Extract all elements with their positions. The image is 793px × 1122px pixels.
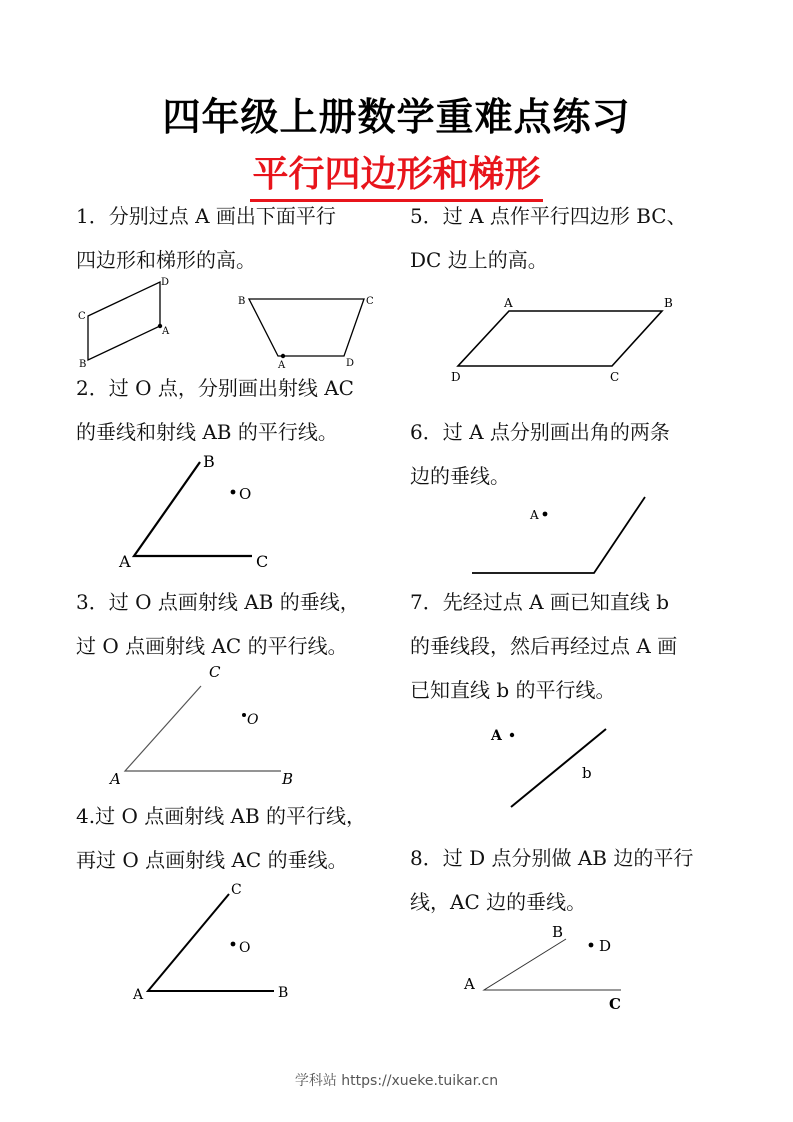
label-b: B xyxy=(552,923,564,941)
label-b: B xyxy=(282,770,294,788)
label-o: O xyxy=(247,712,259,728)
question-8-line2: 线，AC 边的垂线。 xyxy=(410,890,587,914)
figure-1-trapezoid xyxy=(238,296,374,371)
question-6-line1: 6．过 A 点分别画出角的两条 xyxy=(410,420,670,444)
label-c: C xyxy=(256,552,269,571)
point-d-dot xyxy=(589,943,594,948)
question-8 xyxy=(410,836,693,924)
question-8-line1: 8．过 D 点分别做 AB 边的平行 xyxy=(410,846,694,870)
label-a: A xyxy=(133,987,144,1003)
label-o: O xyxy=(239,940,251,956)
question-7-line2: 的垂线段，然后再经过点 A 画 xyxy=(410,634,678,658)
label-c: C xyxy=(609,995,621,1013)
label-a: A xyxy=(110,770,121,788)
label-d: D xyxy=(346,358,355,369)
question-2 xyxy=(76,366,354,454)
point-o-dot xyxy=(242,713,246,717)
label-c: C xyxy=(366,296,374,307)
question-1-line1: 1．分别过点 A 画出下面平行 xyxy=(76,204,336,228)
figure-8-angle xyxy=(463,923,621,1013)
question-1-line2: 四边形和梯形的高。 xyxy=(76,248,256,272)
label-a: A xyxy=(162,326,170,337)
question-4-line1: 4.过 O 点画射线 AB 的平行线， xyxy=(76,804,367,828)
label-a: A xyxy=(119,552,131,571)
page-title: 四年级上册数学重难点练习 xyxy=(162,95,631,139)
question-2-line1: 2．过 O 点，分别画出射线 AC xyxy=(76,376,354,400)
label-d: D xyxy=(599,937,612,955)
label-b: B xyxy=(203,452,215,471)
question-7-line3: 已知直线 b 的平行线。 xyxy=(410,678,616,702)
label-b: b xyxy=(582,764,592,782)
question-6 xyxy=(410,410,670,498)
label-b: B xyxy=(238,296,246,307)
figure-5-parallelogram xyxy=(451,296,673,384)
figure-4-angle xyxy=(132,882,288,1003)
question-3-line1: 3．过 O 点画射线 AB 的垂线， xyxy=(76,590,360,614)
label-d: D xyxy=(161,277,170,288)
label-c: C xyxy=(78,311,86,322)
point-o-dot xyxy=(231,490,236,495)
question-7 xyxy=(410,580,677,712)
figure-6-angle xyxy=(472,497,645,573)
label-c: C xyxy=(231,882,242,898)
footer-watermark: 学科站 https://xueke.tuikar.cn xyxy=(294,1073,499,1089)
label-c: C xyxy=(209,663,221,681)
page-subtitle-text: 平行四边形和梯形 xyxy=(250,146,542,202)
question-4 xyxy=(76,794,366,882)
label-o: O xyxy=(239,485,252,503)
point-o-dot xyxy=(231,942,236,947)
question-3-line2: 过 O 点画射线 AC 的平行线。 xyxy=(76,634,348,658)
figure-1-parallelogram xyxy=(78,277,170,370)
point-a-dot xyxy=(510,733,514,737)
label-d: D xyxy=(451,370,461,384)
question-5-line2: DC 边上的高。 xyxy=(410,248,548,272)
question-5 xyxy=(410,194,687,282)
point-a-dot xyxy=(281,354,285,358)
figure-7-line xyxy=(490,728,606,807)
label-b: B xyxy=(664,296,673,310)
label-a: A xyxy=(464,975,475,993)
question-7-line1: 7．先经过点 A 画已知直线 b xyxy=(410,590,670,614)
label-a: A xyxy=(278,360,286,371)
question-2-line2: 的垂线和射线 AB 的平行线。 xyxy=(76,420,338,444)
question-6-line2: 边的垂线。 xyxy=(410,464,510,488)
question-5-line1: 5．过 A 点作平行四边形 BC、 xyxy=(410,204,687,228)
label-a: A xyxy=(504,296,513,310)
label-b: B xyxy=(278,985,289,1001)
question-4-line2: 再过 O 点画射线 AC 的垂线。 xyxy=(76,848,348,872)
label-a: A xyxy=(491,728,502,744)
figure-2-angle xyxy=(118,452,268,571)
label-a: A xyxy=(530,508,539,522)
question-3 xyxy=(76,580,360,668)
point-a-dot xyxy=(543,512,548,517)
label-c: C xyxy=(610,370,620,384)
label-b: B xyxy=(79,359,87,370)
figure-3-angle xyxy=(108,663,293,788)
